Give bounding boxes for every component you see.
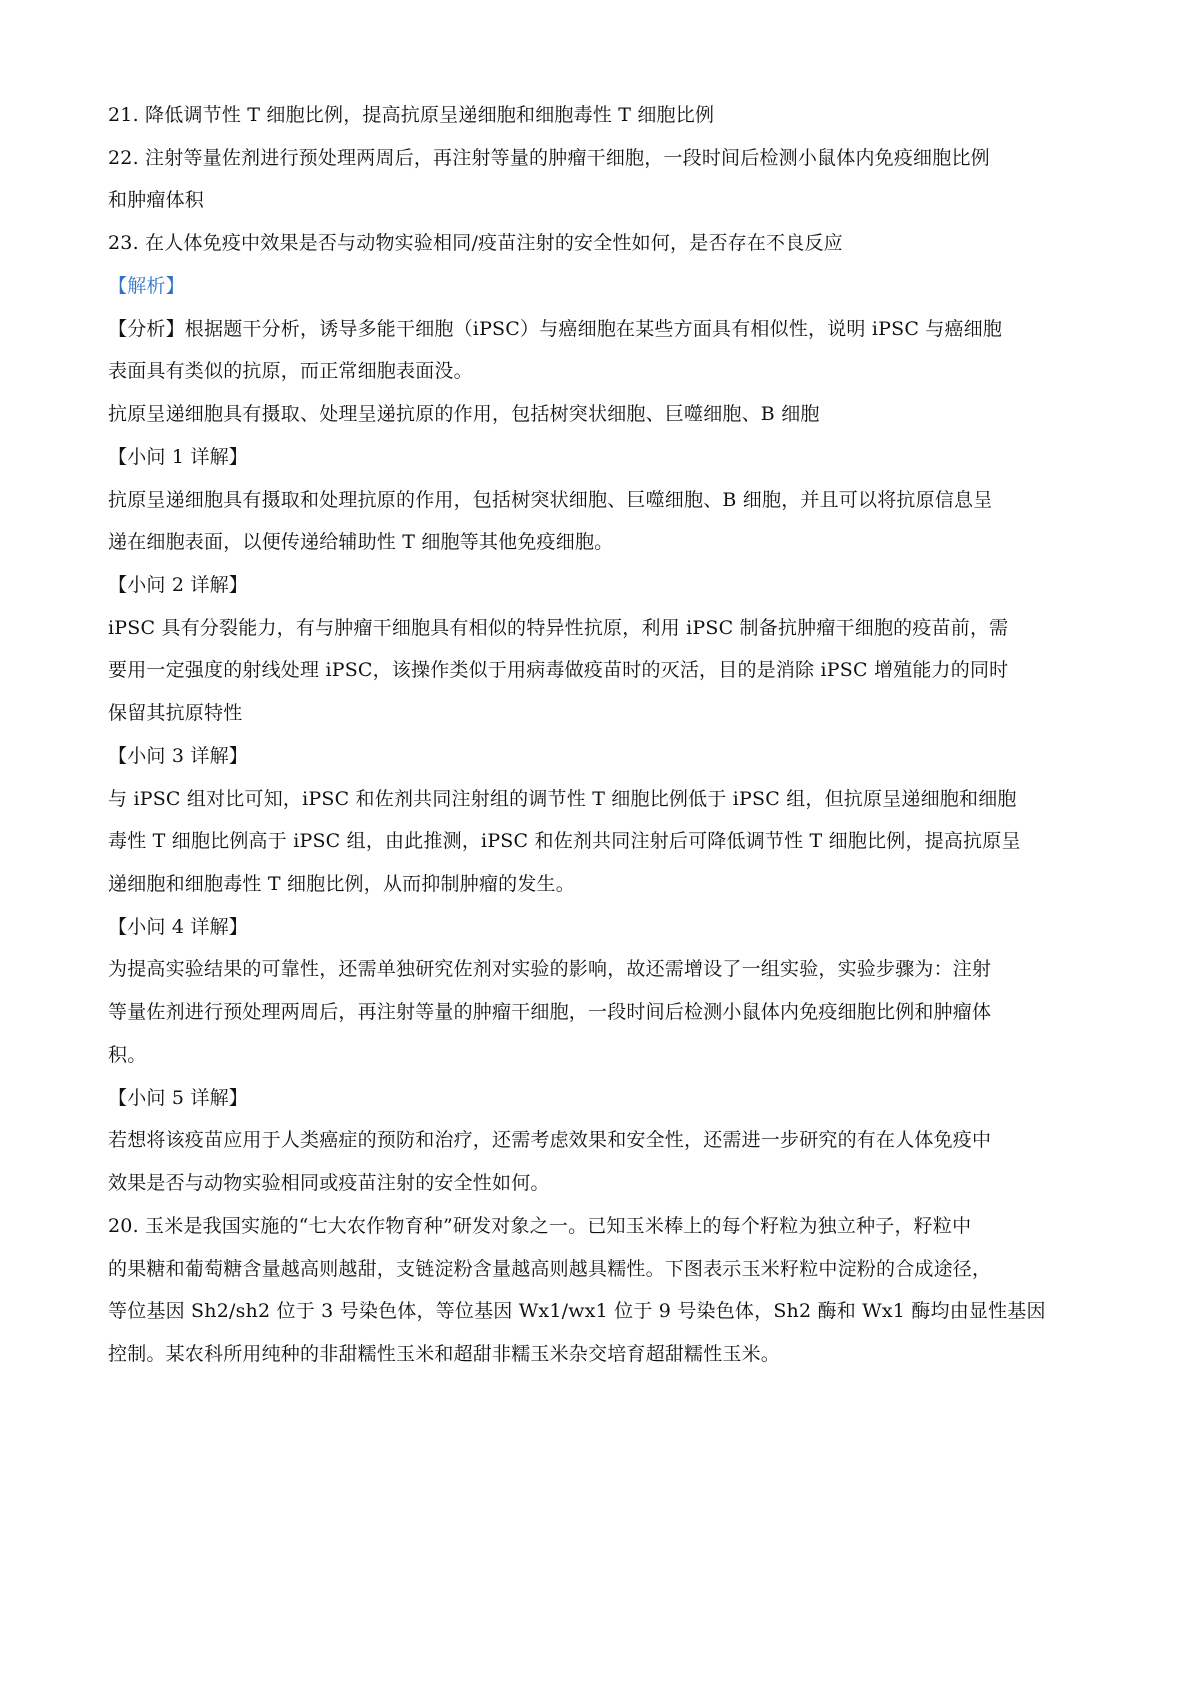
question-20-line-2: 的果糖和葡萄糖含量越高则越甜，支链淀粉含量越高则越具糯性。下图表示玉米籽粒中淀粉的合成途径，	[108, 1258, 992, 1280]
detail-q5-line-1: 若想将该疫苗应用于人类癌症的预防和治疗，还需考虑效果和安全性，还需进一步研究的有在人体免疫中	[108, 1129, 992, 1151]
detail-q1-line-1: 抗原呈递细胞具有摄取和处理抗原的作用，包括树突状细胞、巨噬细胞、B 细胞，并且可以将抗原信息呈	[108, 489, 993, 511]
analysis-intro-line-2: 表面具有类似的抗原，而正常细胞表面没。	[108, 360, 473, 382]
detail-q3-line-1: 与 iPSC 组对比可知，iPSC 和佐剂共同注射组的调节性 T 细胞比例低于 iPSC 组，但抗原呈递细胞和细胞	[108, 788, 1017, 810]
answer-22-line-1: 22. 注射等量佐剂进行预处理两周后，再注射等量的肿瘤干细胞，一段时间后检测小鼠体内免疫细胞比例	[108, 147, 990, 169]
detail-q2-header: 【小问 2 详解】	[108, 574, 248, 596]
detail-q3-header: 【小问 3 详解】	[108, 745, 248, 767]
detail-q5-header: 【小问 5 详解】	[108, 1087, 248, 1109]
detail-q1-header: 【小问 1 详解】	[108, 446, 248, 468]
answer-21: 21. 降低调节性 T 细胞比例，提高抗原呈递细胞和细胞毒性 T 细胞比例	[108, 104, 715, 126]
question-20-line-4: 控制。某农科所用纯种的非甜糯性玉米和超甜非糯玉米杂交培育超甜糯性玉米。	[108, 1343, 781, 1365]
detail-q3-line-3: 递细胞和细胞毒性 T 细胞比例，从而抑制肿瘤的发生。	[108, 873, 575, 895]
question-20-line-3: 等位基因 Sh2/sh2 位于 3 号染色体，等位基因 Wx1/wx1 位于 9 号染色体，Sh2 酶和 Wx1 酶均由显性基因	[108, 1300, 1046, 1322]
analysis-intro-line-1: 【分析】根据题干分析，诱导多能干细胞（iPSC）与癌细胞在某些方面具有相似性，说明 iPSC 与癌细胞	[108, 318, 1003, 340]
answer-23: 23. 在人体免疫中效果是否与动物实验相同/疫苗注射的安全性如何，是否存在不良反应	[108, 232, 843, 254]
detail-q4-header: 【小问 4 详解】	[108, 916, 248, 938]
analysis-intro-line-3: 抗原呈递细胞具有摄取、处理呈递抗原的作用，包括树突状细胞、巨噬细胞、B 细胞	[108, 403, 820, 425]
detail-q4-line-2: 等量佐剂进行预处理两周后，再注射等量的肿瘤干细胞，一段时间后检测小鼠体内免疫细胞比例和肿瘤体	[108, 1001, 992, 1023]
detail-q2-line-2: 要用一定强度的射线处理 iPSC，该操作类似于用病毒做疫苗时的灭活，目的是消除 iPSC 增殖能力的同时	[108, 659, 1009, 681]
detail-q1-line-2: 递在细胞表面，以便传递给辅助性 T 细胞等其他免疫细胞。	[108, 531, 614, 553]
detail-q2-line-3: 保留其抗原特性	[108, 702, 243, 724]
detail-q4-line-3: 积。	[108, 1044, 147, 1066]
detail-q2-line-1: iPSC 具有分裂能力，有与肿瘤干细胞具有相似的特异性抗原，利用 iPSC 制备抗肿瘤干细胞的疫苗前，需	[108, 617, 1009, 639]
detail-q5-line-2: 效果是否与动物实验相同或疫苗注射的安全性如何。	[108, 1172, 550, 1194]
detail-q3-line-2: 毒性 T 细胞比例高于 iPSC 组，由此推测，iPSC 和佐剂共同注射后可降低调节性 T 细胞比例，提高抗原呈	[108, 830, 1021, 852]
answer-22-line-2: 和肿瘤体积	[108, 189, 205, 211]
analysis-label: 【解析】	[108, 275, 185, 297]
detail-q4-line-1: 为提高实验结果的可靠性，还需单独研究佐剂对实验的影响，故还需增设了一组实验，实验步骤为：注射	[108, 958, 992, 980]
question-20-line-1: 20. 玉米是我国实施的“七大农作物育种”研发对象之一。已知玉米棒上的每个籽粒为独立种子，籽粒中	[108, 1215, 972, 1237]
